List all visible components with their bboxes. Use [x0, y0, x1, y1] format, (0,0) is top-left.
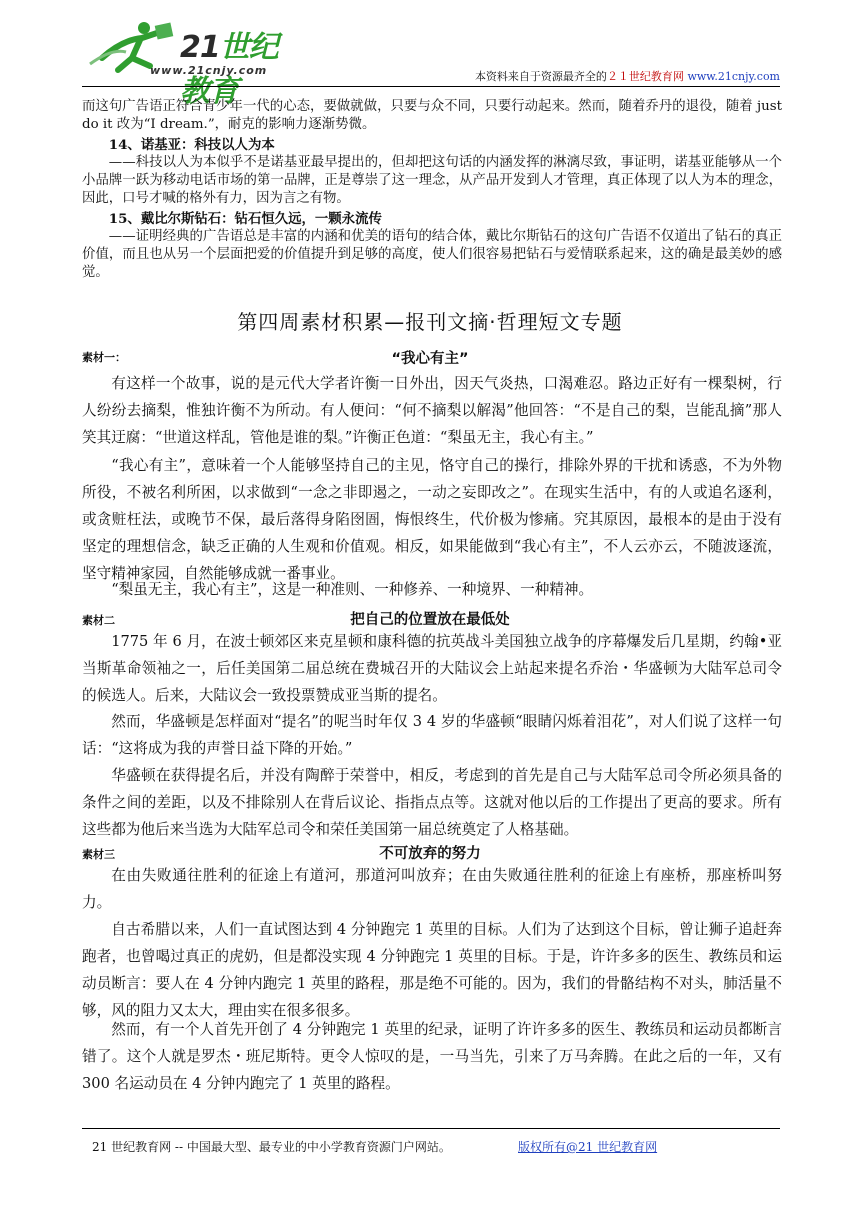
section-title: 第四周素材积累—报刊文摘·哲理短文专题 — [237, 310, 623, 334]
material-3-paragraph-2: 自古希腊以来，人们一直试图达到 4 分钟跑完 1 英里的目标。人们为了达到这个目标，曾让狮子追赶奔跑者，也曾喝过真正的虎奶，但是都没实现 4 分钟跑完 1 英里的目标。于是，许许多多的医生、教练员和运动员断言：要人在 4 分钟内跑完 1 英里的路程，那是绝不可能的。因为，我们的骨骼结构不对头，肺活量不够，风的阻力又太大，理由实在很多很多。 — [82, 921, 782, 1019]
material-1-paragraph-2: “我心有主”，意味着一个人能够坚持自己的主见，恪守自己的操行，排除外界的干扰和诱惑，不为外物所役，不被名利所困，以求做到“一念之非即遏之，一动之妄即改之”。在现实生活中，有的人或追名逐利，或贪赃枉法，或晚节不保，最后落得身陷囹圄，悔恨终生，代价极为惨痛。究其原因，最根本的是由于没有坚定的理想信念，缺乏正确的人生观和价值观。相反，如果能做到“我心有主”，不人云亦云，不随波逐流，坚守精神家园，自然能够成就一番事业。 — [82, 457, 782, 582]
material-3-paragraph-3: 然而，有一个人首先开创了 4 分钟跑完 1 英里的纪录，证明了许许多多的医生、教练员和运动员都断言错了。这个人就是罗杰・班尼斯特。更令人惊叹的是，一马当先，引来了万马奔腾。在此之后的一年，又有 300 名运动员在 4 分钟内跑完了 1 英里的路程。 — [82, 1021, 782, 1092]
material-1-label: 素材一： — [82, 351, 126, 364]
material-1-paragraph-1: 有这样一个故事，说的是元代大学者许衡一日外出，因天气炎热，口渴难忍。路边正好有一棵梨树，行人纷纷去摘梨，惟独许衡不为所动。有人便问：“何不摘梨以解渴”他回答：“不是自己的梨，岂能乱摘”那人笑其迂腐：“世道这样乱，管他是谁的梨。”许衡正色道：“梨虽无主，我心有主。” — [82, 375, 782, 446]
heading-14: 14、诺基亚：科技以人为本 — [108, 137, 275, 153]
page-header — [82, 18, 780, 109]
header-source-site: ２１世纪教育网 — [606, 70, 684, 83]
material-2-paragraph-3: 华盛顿在获得提名后，并没有陶醉于荣誉中，相反，考虑到的首先是自己与大陆军总司令所必须具备的条件之间的差距，以及不排除别人在背后议论、指指点点等。这就对他以后的工作提出了更高的要求。所有这些都为他后来当选为大陆军总司令和荣任美国第一届总统奠定了人格基础。 — [82, 767, 782, 838]
material-2-paragraph-1: 1775 年 6 月，在波士顿郊区来克星顿和康科德的抗英战斗美国独立战争的序幕爆发后几星期，约翰•亚当斯革命领袖之一，后任美国第二届总统在费城召开的大陆议会上站起来提名乔治・华盛顿为大陆军总司令的候选人。后来，大陆议会一致投票赞成亚当斯的提名。 — [82, 633, 782, 704]
material-1-title: “我心有主” — [391, 351, 469, 367]
intro-paragraph: 而这句广告语正符合青少年一代的心态，要做就做，只要与众不同，只要行动起来。然而，随着乔丹的退役，随着 just do it 改为“I dream.”，耐克的影响力逐渐势微。 — [82, 99, 782, 132]
footer-copyright-link[interactable]: 版权所有@21 世纪教育网 — [518, 1140, 658, 1154]
header-source-line — [475, 68, 780, 84]
paragraph-14: ——科技以人为本似乎不是诺基亚最早提出的，但却把这句话的内涵发挥的淋漓尽致，事证明，诺基亚能够从一个小品牌一跃为移动电话市场的第一品牌，正是尊崇了这一理念，从产品开发到人才管理，真正体现了以人为本的理念，因此，口号才喊的格外有力，因为言之有物。 — [82, 155, 782, 206]
material-1-paragraph-3: “梨虽无主，我心有主”，这是一种准则、一种修养、一种境界、一种精神。 — [111, 581, 594, 598]
material-3-paragraph-1: 在由失败通往胜利的征途上有道河，那道河叫放弃；在由失败通往胜利的征途上有座桥，那座桥叫努力。 — [82, 867, 782, 911]
material-3-label: 素材三 — [82, 848, 115, 861]
material-2-paragraph-2: 然而，华盛顿是怎样面对“提名”的呢当时年仅 3 4 岁的华盛顿“眼睛闪烁着泪花”，对人们说了这样一句话：“这将成为我的声誉日益下降的开始。” — [82, 713, 782, 757]
logo-text-cn: 世纪教育 — [180, 30, 278, 109]
paragraph-15: ——证明经典的广告语总是丰富的内涵和优美的语句的结合体，戴比尔斯钻石的这句广告语不仅道出了钻石的真正价值，而且也从另一个层面把爱的价值提升到足够的高度，使人们很容易把钻石与爱情联系起来，这的确是最美妙的感觉。 — [82, 229, 782, 280]
header-source-url[interactable]: www.21cnjy.com — [687, 70, 780, 83]
material-2-label: 素材二 — [82, 614, 115, 627]
header-source-prefix: 本资料来自于资源最齐全的 — [474, 70, 607, 83]
logo-url: www.21cnjy.com — [150, 64, 268, 77]
logo-text-number: 21 — [180, 30, 220, 65]
material-3-title: 不可放弃的努力 — [379, 846, 481, 862]
header-divider — [82, 86, 780, 87]
site-logo[interactable] — [82, 18, 292, 109]
material-2-title: 把自己的位置放在最低处 — [350, 612, 510, 628]
heading-15: 15、戴比尔斯钻石：钻石恒久远，一颗永流传 — [108, 211, 382, 227]
footer-divider — [82, 1128, 780, 1129]
footer-text: 21 世纪教育网 -- 中国最大型、最专业的中小学教育资源门户网站。 — [92, 1140, 451, 1154]
